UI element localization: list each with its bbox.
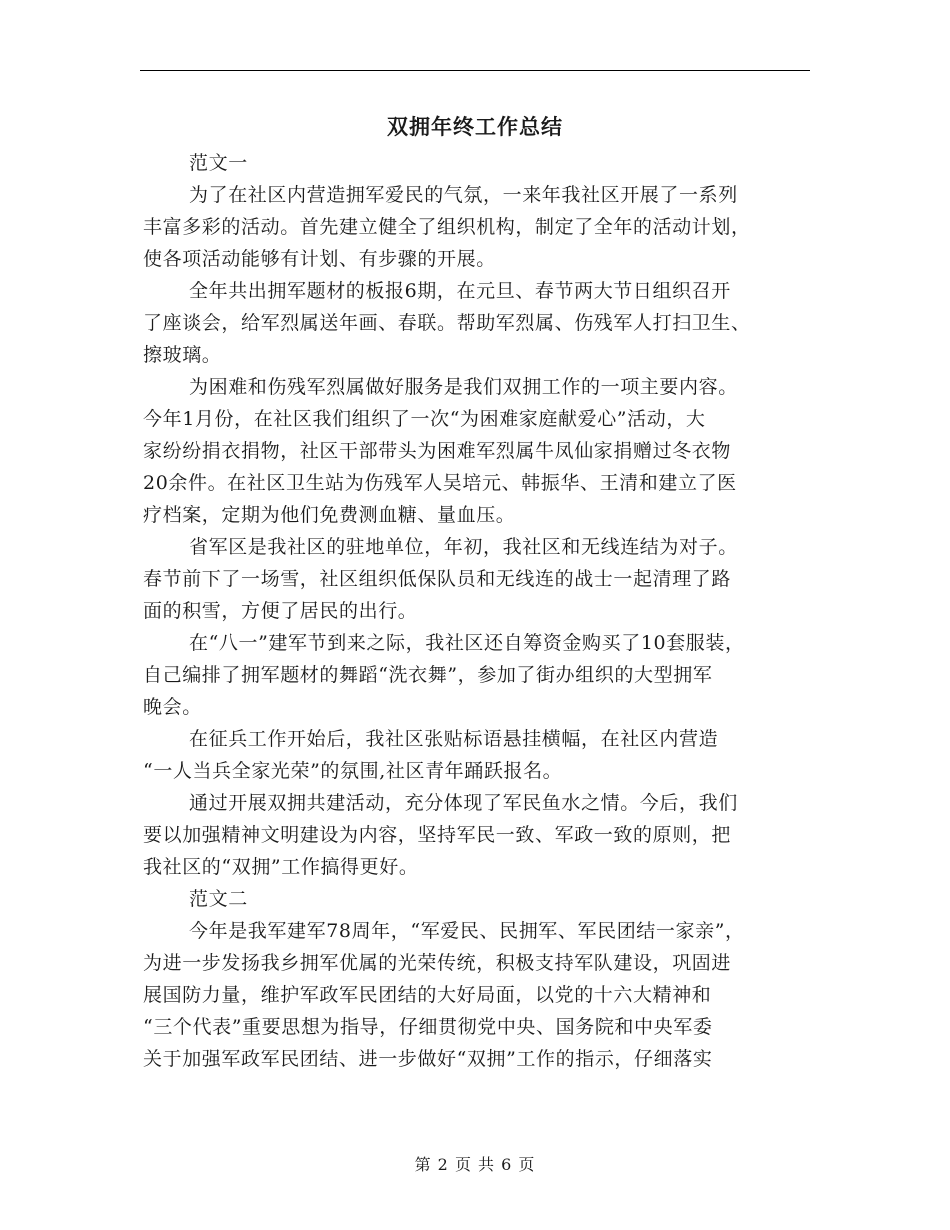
text-line: 要以加强精神文明建设为内容，坚持军民一致、军政一致的原则，把 bbox=[143, 824, 732, 846]
text-line: 为进一步发扬我乡拥军优属的光荣传统，积极支持军队建设，巩固进 bbox=[143, 952, 732, 974]
text-line: 为困难和伤残军烈属做好服务是我们双拥工作的一项主要内容。 bbox=[189, 376, 738, 398]
paragraph bbox=[143, 275, 811, 371]
text-line: 晚会。 bbox=[143, 696, 202, 718]
text-line: 了座谈会，给军烈属送年画、春联。帮助军烈属、伤残军人打扫卫生、 bbox=[143, 312, 751, 334]
text-line: 展国防力量，维护军政军民团结的大好局面，以党的十六大精神和 bbox=[143, 984, 712, 1006]
header-rule bbox=[140, 70, 810, 71]
paragraph bbox=[143, 531, 811, 627]
text-line: 我社区的“双拥”工作搞得更好。 bbox=[143, 856, 419, 878]
page-number-footer: 第 2 页 共 6 页 bbox=[414, 1155, 536, 1174]
document-title: 双拥年终工作总结 bbox=[387, 114, 563, 139]
text-line: 擦玻璃。 bbox=[143, 344, 222, 366]
text-line: 20余件。在社区卫生站为伤残军人吴培元、韩振华、王清和建立了医 bbox=[143, 472, 737, 494]
text-line: 范文一 bbox=[189, 152, 248, 174]
paragraph bbox=[143, 627, 811, 723]
text-line: 在“八一”建军节到来之际，我社区还自筹资金购买了10套服装， bbox=[189, 632, 745, 654]
text-line: 家纷纷捐衣捐物，社区干部带头为困难军烈属牛凤仙家捐赠过冬衣物 bbox=[143, 440, 732, 462]
text-line: 丰富多彩的活动。首先建立健全了组织机构，制定了全年的活动计划， bbox=[143, 216, 751, 238]
text-line: 今年是我军建军78周年，“军爱民、民拥军、军民团结一家亲”， bbox=[189, 920, 745, 942]
text-line: 范文二 bbox=[189, 888, 248, 910]
paragraph bbox=[143, 723, 811, 787]
text-line: 自己编排了拥军题材的舞蹈“洗衣舞”，参加了街办组织的大型拥军 bbox=[143, 664, 713, 686]
paragraph bbox=[143, 371, 811, 531]
text-line: 疗档案，定期为他们免费测血糖、量血压。 bbox=[143, 504, 516, 526]
text-line: 全年共出拥军题材的板报6期，在元旦、春节两大节日组织召开 bbox=[189, 280, 731, 302]
text-line: “一人当兵全家光荣”的氛围,社区青年踊跃报名。 bbox=[143, 760, 563, 782]
text-line: 使各项活动能够有计划、有步骤的开展。 bbox=[143, 248, 496, 270]
text-line: 为了在社区内营造拥军爱民的气氛，一来年我社区开展了一系列 bbox=[189, 184, 738, 206]
section-heading-1 bbox=[143, 147, 811, 179]
section-heading-2 bbox=[143, 883, 811, 915]
text-line: 面的积雪，方便了居民的出行。 bbox=[143, 600, 418, 622]
text-line: 春节前下了一场雪，社区组织低保队员和无线连的战士一起清理了路 bbox=[143, 568, 732, 590]
paragraph bbox=[143, 915, 811, 1075]
text-line: 在征兵工作开始后，我社区张贴标语悬挂横幅，在社区内营造 bbox=[189, 728, 719, 750]
paragraph bbox=[143, 179, 811, 275]
document-body bbox=[143, 147, 811, 1075]
text-line: 今年1月份，在社区我们组织了一次“为困难家庭献爱心”活动，大 bbox=[143, 408, 706, 430]
paragraph bbox=[143, 787, 811, 883]
text-line: 通过开展双拥共建活动，充分体现了军民鱼水之情。今后，我们 bbox=[189, 792, 738, 814]
text-line: 省军区是我社区的驻地单位，年初，我社区和无线连结为对子。 bbox=[189, 536, 738, 558]
text-line: “三个代表”重要思想为指导，仔细贯彻党中央、国务院和中央军委 bbox=[143, 1016, 713, 1038]
text-line: 关于加强军政军民团结、进一步做好“双拥”工作的指示，仔细落实 bbox=[143, 1048, 713, 1070]
